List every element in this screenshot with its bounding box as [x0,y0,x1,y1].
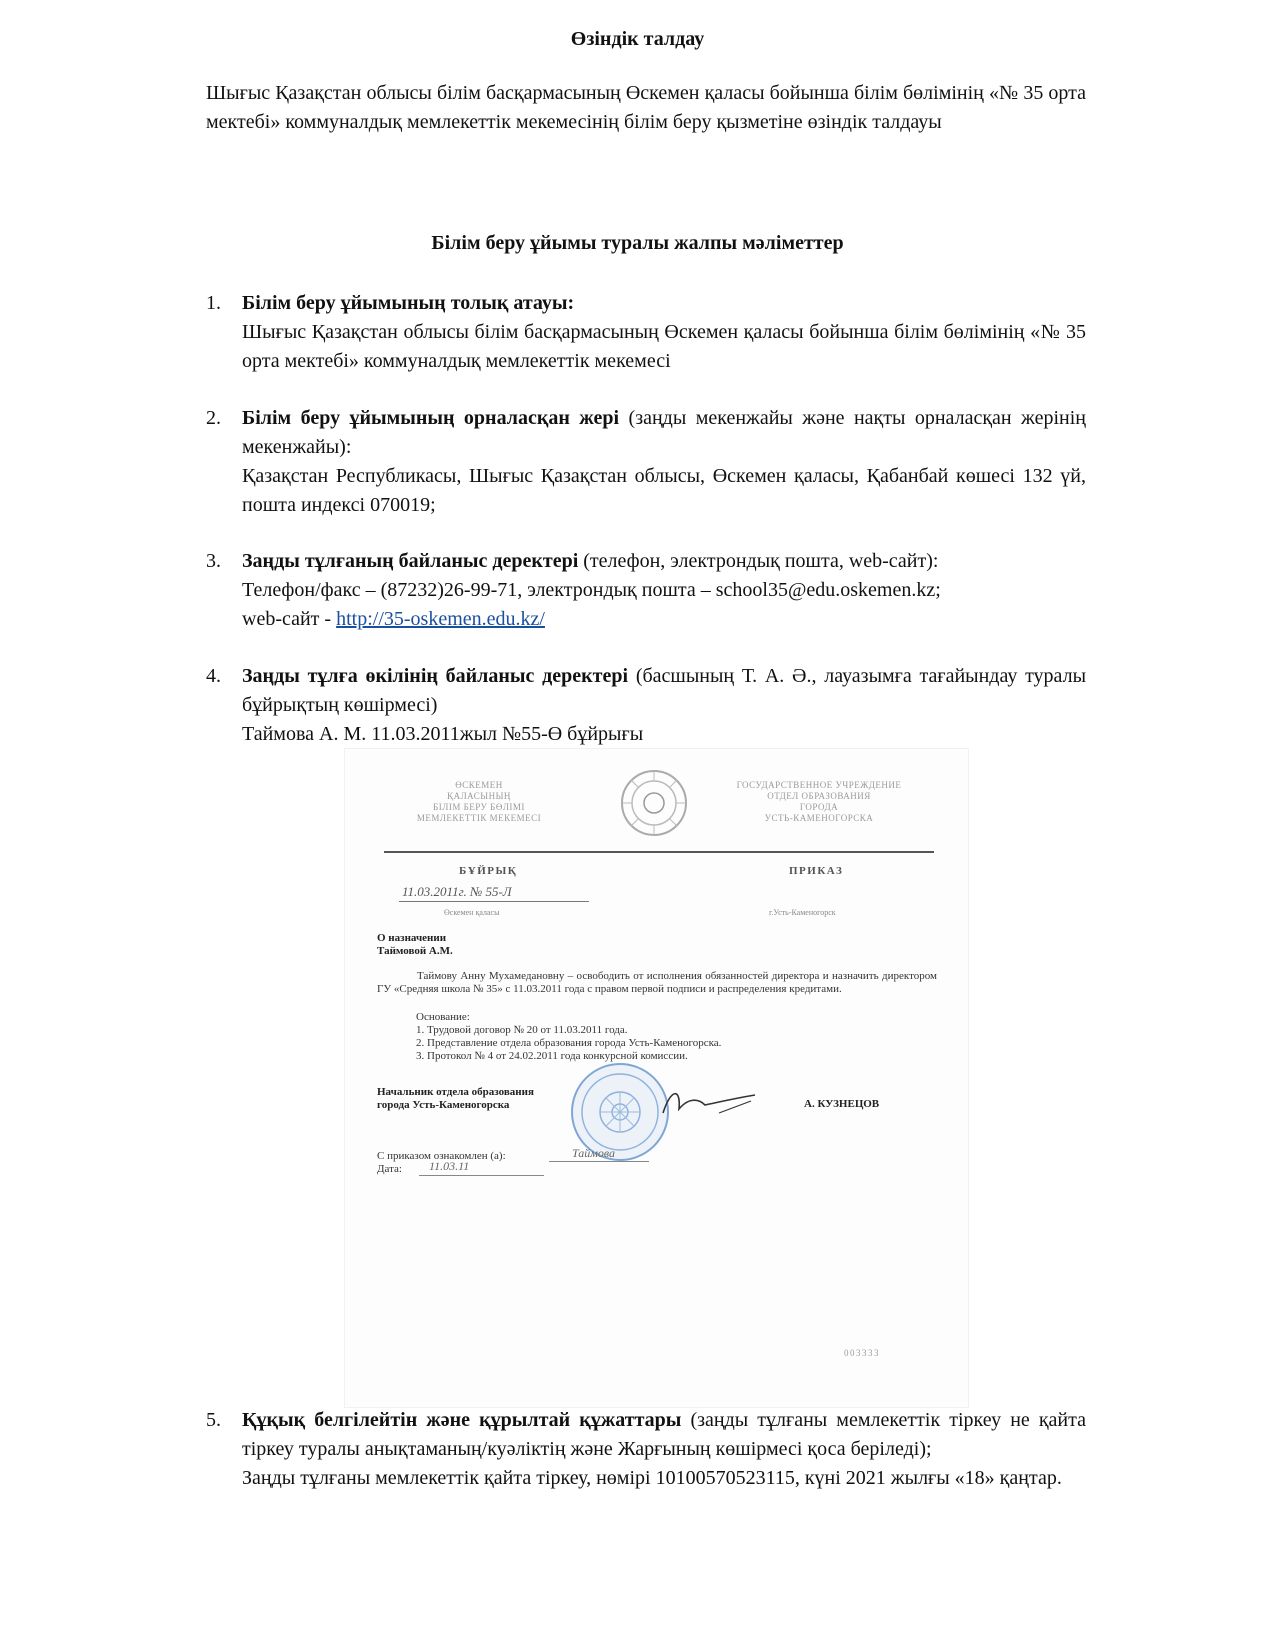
scan-header-rule [384,851,934,853]
intro-paragraph: Шығыс Қазақстан облысы білім басқармасының Өскемен қаласы бойынша білім бөлімінің «№ 35 орта мектебі» коммуналдық мемлекеттік мекемесінің білім беру қызметіне өзіндік талдауы [206,82,1086,133]
item-heading: Заңды тұлғаның байланыс деректері [242,550,579,572]
scan-header-line: ГОРОДА [799,802,839,812]
section-title: Білім беру ұйымы туралы жалпы мәліметтер [431,232,844,254]
website-link[interactable]: http://35-oskemen.edu.kz/ [336,608,545,630]
scan-ack-signature-line [549,1161,649,1162]
scan-subject-line: О назначении [377,932,447,944]
item-number: 4. [206,665,221,687]
item-note: (заңды мекенжайы және нақты орналасқан жерінің мекенжайы): [242,407,1087,458]
scan-signer-line: города Усть-Каменогорска [377,1099,510,1111]
scan-header-line: ГОСУДАРСТВЕННОЕ УЧРЕЖДЕНИЕ [736,780,902,790]
item-note: (телефон, электрондық пошта, web-сайт): [583,550,939,572]
item-heading: Құқық белгілейтін және құрылтай құжаттары [242,1409,682,1431]
scan-header-line: ӨСКЕМЕН [455,780,503,790]
scan-buyryq-label: БҰЙРЫҚ [459,865,518,877]
item-number: 2. [206,407,221,429]
scan-basis-label: Основание: [416,1011,470,1023]
scan-signer-line: Начальник отдела образования [377,1086,534,1098]
scan-ack-line: С приказом ознакомлен (а): [377,1150,506,1162]
scan-header-line: МЕМЛЕКЕТТІК МЕКЕМЕСІ [416,813,542,823]
scan-basis-item: 1. Трудовой договор № 20 от 11.03.2011 года. [416,1024,628,1036]
list-item-3 [206,547,1086,634]
scan-signer-name: А. КУЗНЕЦОВ [804,1098,880,1110]
scanned-order-image [344,748,969,1408]
item-number: 5. [206,1409,221,1431]
scan-basis-item: 3. Протокол № 4 от 24.02.2011 года конкурсной комиссии. [416,1050,688,1062]
scan-basis-item: 2. Представление отдела образования города Усть-Каменогорска. [416,1037,722,1049]
list-item-1 [206,289,1086,376]
scan-header-line: БІЛІМ БЕРУ БӨЛІМІ [433,802,525,812]
scan-header-line: УСТЬ-КАМЕНОГОРСКА [764,813,874,823]
list-item-2 [206,404,1086,520]
item-heading: Заңды тұлға өкілінің байланыс деректері [242,665,629,687]
web-prefix: web-сайт - [242,608,337,630]
scan-header-right [704,780,934,824]
scan-basis-list [416,1024,721,1063]
list-item-4 [206,662,1086,749]
scan-handwritten-date: 11.03.2011г. № 55-Л [402,884,512,899]
scan-header-line: ҚАЛАСЫНЫҢ [447,791,511,801]
scan-city-left: Өскемен қаласы [444,908,500,917]
scan-ack-date-line [419,1175,544,1176]
item-heading: Білім беру ұйымының толық атауы: [242,292,575,314]
item-note: (заңды тұлғаны мемлекеттік тіркеу не қайта тіркеу туралы анықтаманың/куәліктің және Жарғының көшірмесі қоса беріледі); [242,1409,1086,1460]
item-heading: Білім беру ұйымының орналасқан жері [242,407,620,429]
scan-ack-date: 11.03.11 [429,1159,470,1173]
item-number: 3. [206,550,221,572]
scan-date-line [399,901,589,902]
item-text: Таймова А. М. 11.03.2011жыл №55-Ө бұйрығы [242,723,644,745]
scan-city-right: г.Усть-Каменогорск [769,908,836,917]
scan-body-text: Таймову Анну Мухамедановну – освободить от исполнения обязанностей директора и назначить директором ГУ «Средняя школа № 35» с 11.03.2011 года с правом первой подписи и распределения кредитами. [377,970,937,995]
item-note: (басшының Т. А. Ә., лауазымға тағайындау туралы бұйрықтың көшірмесі) [242,665,1087,716]
item-number: 1. [206,292,221,314]
item-text: Заңды тұлғаны мемлекеттік қайта тіркеу, нөмірі 10100570523115, күні 2021 жылғы «18» қаңтар. [242,1467,1062,1489]
scan-serial-number: 003333 [844,1348,880,1358]
scan-ack-signature: Таймова [572,1146,616,1160]
handwritten-signature-icon [659,1083,759,1123]
item-text: Телефон/факс – (87232)26-99-71, электрондық пошта – school35@edu.oskemen.kz; [242,579,941,601]
list-item-5 [206,1406,1086,1493]
document-title: Өзіндік талдау [570,28,705,50]
scan-subject [377,932,453,958]
scan-subject-line: Таймовой А.М. [377,945,453,957]
state-emblem-icon [619,768,689,838]
scan-header-left [384,780,574,824]
scan-ack-line: Дата: [377,1163,402,1175]
scan-signer-title [377,1086,534,1112]
scan-header-line: ОТДЕЛ ОБРАЗОВАНИЯ [767,791,871,801]
item-text: Қазақстан Республикасы, Шығыс Қазақстан облысы, Өскемен қаласы, Қабанбай көшесі 132 үй, пошта индексі 070019; [242,465,1086,516]
scan-prikaz-label: ПРИКАЗ [789,865,844,877]
item-text: Шығыс Қазақстан облысы білім басқармасының Өскемен қаласы бойынша білім бөлімінің «№ 35 орта мектебі» коммуналдық мемлекеттік мекемесі [242,321,1086,372]
